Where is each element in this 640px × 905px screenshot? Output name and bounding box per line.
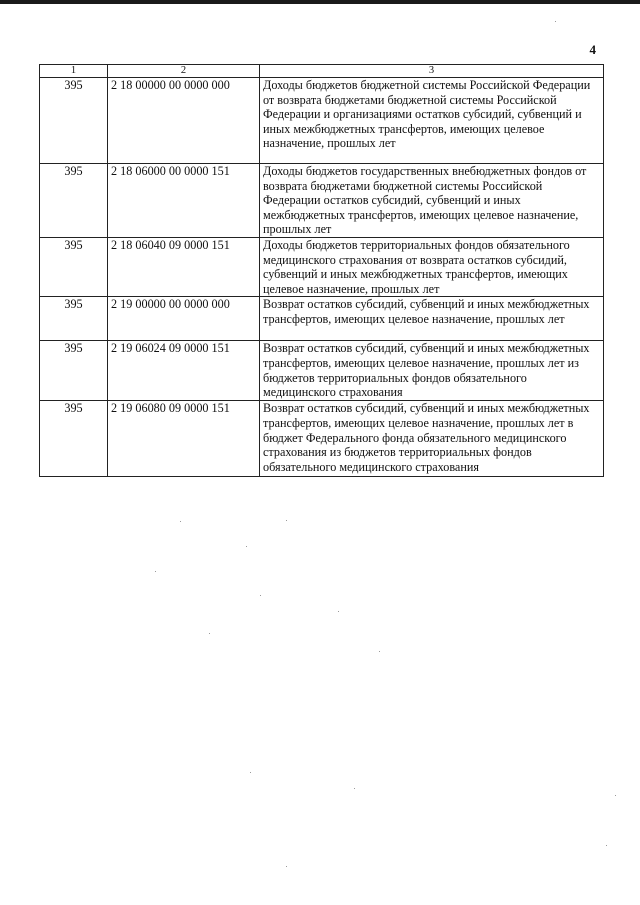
budget-codes-table bbox=[39, 64, 604, 477]
budget-code-cell: 2 18 06000 00 0000 151 bbox=[108, 164, 260, 238]
table-row bbox=[40, 78, 604, 164]
scan-top-edge bbox=[0, 0, 640, 4]
budget-code-cell: 2 19 00000 00 0000 000 bbox=[108, 297, 260, 341]
scan-speck bbox=[379, 651, 380, 652]
scan-speck bbox=[338, 611, 339, 612]
scan-speck bbox=[246, 546, 247, 547]
scan-speck bbox=[180, 521, 181, 522]
table-row bbox=[40, 297, 604, 341]
scan-speck bbox=[250, 772, 251, 773]
table-header-row bbox=[40, 65, 604, 78]
table-row bbox=[40, 401, 604, 477]
revenue-name-cell: Доходы бюджетов территориальных фондов обязательного медицинского страхования от возврата остатков субсидий, субвенций и иных межбюджетных трансфертов, имеющих целевое назначение, прошлых лет bbox=[260, 238, 604, 297]
budget-code-cell: 2 18 06040 09 0000 151 bbox=[108, 238, 260, 297]
scan-speck bbox=[155, 571, 156, 572]
scan-speck bbox=[615, 795, 616, 796]
revenue-name-cell: Возврат остатков субсидий, субвенций и иных межбюджетных трансфертов, имеющих целевое назначение, прошлых лет в бюджет Федерального фонда обязательного медицинского страхования из бюджетов территориальных фондов обязательного медицинского страхования bbox=[260, 401, 604, 477]
scan-speck bbox=[260, 595, 261, 596]
column-header-2: 2 bbox=[108, 65, 260, 78]
budget-code-cell: 2 18 00000 00 0000 000 bbox=[108, 78, 260, 164]
budget-code-cell: 2 19 06024 09 0000 151 bbox=[108, 341, 260, 401]
column-header-3: 3 bbox=[260, 65, 604, 78]
scan-speck bbox=[354, 788, 355, 789]
revenue-name-cell: Доходы бюджетов государственных внебюджетных фондов от возврата бюджетами бюджетной системы Российской Федерации остатков субсидий, субвенций и иных межбюджетных трансфертов, имеющих целевое назначение, прошлых лет bbox=[260, 164, 604, 238]
budget-code-cell: 2 19 06080 09 0000 151 bbox=[108, 401, 260, 477]
table-row bbox=[40, 164, 604, 238]
column-header-1: 1 bbox=[40, 65, 108, 78]
revenue-name-cell: Возврат остатков субсидий, субвенций и иных межбюджетных трансфертов, имеющих целевое назначение, прошлых лет bbox=[260, 297, 604, 341]
admin-code-cell: 395 bbox=[40, 401, 108, 477]
revenue-name-cell: Возврат остатков субсидий, субвенций и иных межбюджетных трансфертов, имеющих целевое назначение, прошлых лет из бюджетов территориальных фондов обязательного медицинского страхования bbox=[260, 341, 604, 401]
scan-speck bbox=[555, 21, 556, 22]
admin-code-cell: 395 bbox=[40, 78, 108, 164]
admin-code-cell: 395 bbox=[40, 238, 108, 297]
admin-code-cell: 395 bbox=[40, 297, 108, 341]
table-row bbox=[40, 238, 604, 297]
admin-code-cell: 395 bbox=[40, 164, 108, 238]
admin-code-cell: 395 bbox=[40, 341, 108, 401]
scan-speck bbox=[286, 866, 287, 867]
page-number: 4 bbox=[589, 42, 596, 57]
scan-speck bbox=[606, 845, 607, 846]
scan-speck bbox=[286, 520, 287, 521]
table-row bbox=[40, 341, 604, 401]
revenue-name-cell: Доходы бюджетов бюджетной системы Российской Федерации от возврата бюджетами бюджетной системы Российской Федерации и организациями остатков субсидий, субвенций и иных межбюджетных трансфертов, имеющих целевое назначение, прошлых лет bbox=[260, 78, 604, 164]
scan-speck bbox=[209, 633, 210, 634]
